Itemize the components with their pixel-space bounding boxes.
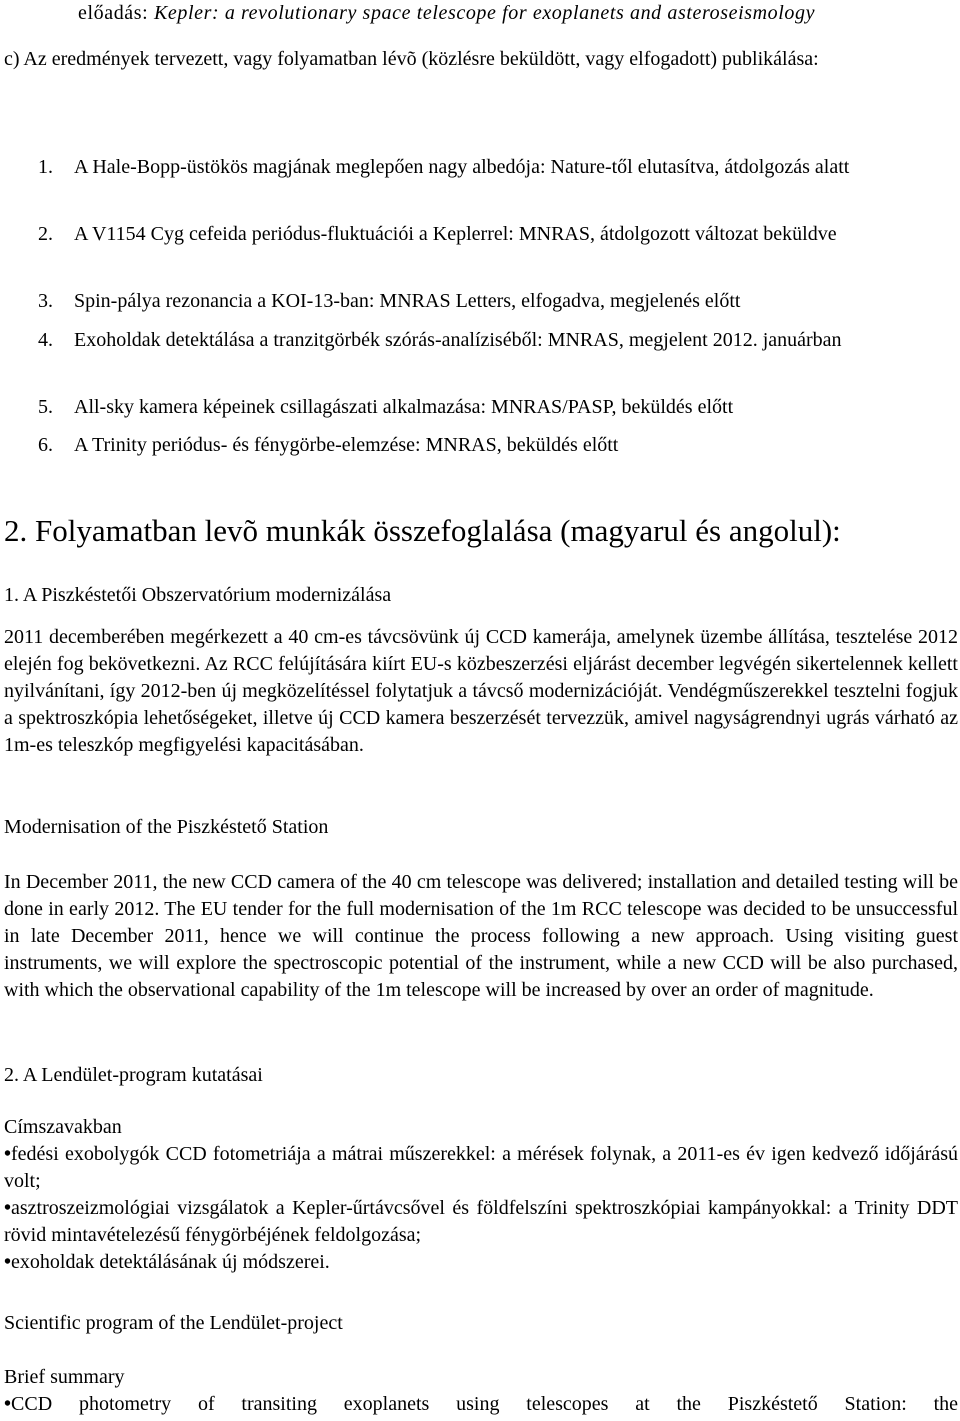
list-number: 4. <box>38 329 53 351</box>
list-item <box>38 154 958 181</box>
subsection-title-hu: 1. A Piszkéstetői Obszervatórium modernizálása <box>4 584 392 606</box>
bullet-item <box>4 1391 958 1418</box>
list-item <box>38 394 958 421</box>
bullet-icon: • <box>4 1393 12 1415</box>
list-text: All-sky kamera képeinek csillagászati alkalmazása: MNRAS/PASP, beküldés előtt <box>74 396 734 418</box>
lecture-line <box>78 0 958 27</box>
lecture-prefix: előadás: <box>78 2 149 24</box>
subsection-title-en: Modernisation of the Piszkéstető Station <box>4 816 329 838</box>
bullet-item <box>4 1249 958 1276</box>
bullet-icon: • <box>4 1143 12 1165</box>
paragraph-en: In December 2011, the new CCD camera of the 40 cm telescope was delivered; installation and detailed testing will be done in early 2012. The EU tender for the full modernisation of the 1m RCC telescope was decided to be unsuccessful in late December 2011, hence we will continue the process following a new approach. Using visiting guest instruments, we will explore the spectroscopic potential of the instrument, while a new CCD will be also purchased, with which the observational capability of the 1m telescope will be increased by over an order of magnitude. <box>4 871 958 1001</box>
list-number: 5. <box>38 396 53 418</box>
list-text: Spin-pálya rezonancia a KOI-13-ban: MNRAS Letters, elfogadva, megjelenés előtt <box>74 290 741 312</box>
paragraph-hu: 2011 decemberében megérkezett a 40 cm-es távcsövünk új CCD kamerája, amelynek üzembe állítása, tesztelése 2012 elején fog bekövetkezni. Az RCC felújítására kiírt EU-s közbeszerzési eljárást december legvégén sikertelennek kellett nyilvánítani, így 2012-ben új megközelítéssel folytatjuk a távcső modernizációját. Vendégműszerekkel tesztelni fogjuk a spektroszkópia lehetőségeket, illetve új CCD kamera beszerzését tervezzük, amivel nagyságrendnyi ugrás várható az 1m-es teleszkóp megfigyelési kapacitásában. <box>4 626 958 756</box>
section-2-heading: 2. Folyamatban levõ munkák összefoglalása (magyarul és angolul): <box>4 513 841 548</box>
bullet-text: asztroszeizmológiai vizsgálatok a Kepler-űrtávcsővel és földfelszíni spektroszkópiai kampányokkal: a Trinity DDT rövid mintavételezésű fénygörbéjének feldolgozása; <box>4 1197 958 1246</box>
keywords-label: Címszavakban <box>4 1116 122 1138</box>
bullet-list-hu <box>4 1141 958 1276</box>
subsection-title-lendulet: 2. A Lendület-program kutatásai <box>4 1064 263 1086</box>
bullet-text: CCD photometry of transiting exoplanets using telescopes at the Piszkéstető Station: the <box>11 1393 958 1415</box>
bullet-list-en <box>4 1391 958 1418</box>
list-item <box>38 221 958 248</box>
list-text: A Trinity periódus- és fénygörbe-elemzése: MNRAS, beküldés előtt <box>74 434 619 456</box>
section-c-intro: c) Az eredmények tervezett, vagy folyamatban lévõ (közlésre beküldött, vagy elfogadott) publikálása: <box>4 48 819 70</box>
list-number: 6. <box>38 434 53 456</box>
brief-summary-label: Brief summary <box>4 1366 125 1388</box>
list-item <box>38 432 958 459</box>
list-text: A V1154 Cyg cefeida periódus-fluktuációi a Keplerrel: MNRAS, átdolgozott változat beküldve <box>74 223 837 245</box>
list-number: 3. <box>38 290 53 312</box>
bullet-item <box>4 1195 958 1249</box>
list-item <box>38 327 958 354</box>
list-text: A Hale-Bopp-üstökös magjának meglepően nagy albedója: Nature-től elutasítva, átdolgozás alatt <box>74 156 850 178</box>
bullet-icon: • <box>4 1197 12 1219</box>
bullet-text: exoholdak detektálásának új módszerei. <box>11 1251 330 1273</box>
bullet-icon: • <box>4 1251 12 1273</box>
list-item <box>38 288 958 315</box>
lecture-title: Kepler: a revolutionary space telescope for exoplanets and asteroseismology <box>153 2 816 24</box>
scientific-program-title: Scientific program of the Lendület-project <box>4 1312 343 1334</box>
list-number: 2. <box>38 223 53 245</box>
bullet-text: fedési exobolygók CCD fotometriája a mátrai műszerekkel: a mérések folynak, a 2011-es év igen kedvező időjárású volt; <box>4 1143 958 1192</box>
list-number: 1. <box>38 156 53 178</box>
list-text: Exoholdak detektálása a tranzitgörbék szórás-analíziséből: MNRAS, megjelent 2012. januárban <box>74 329 842 351</box>
bullet-item <box>4 1141 958 1195</box>
